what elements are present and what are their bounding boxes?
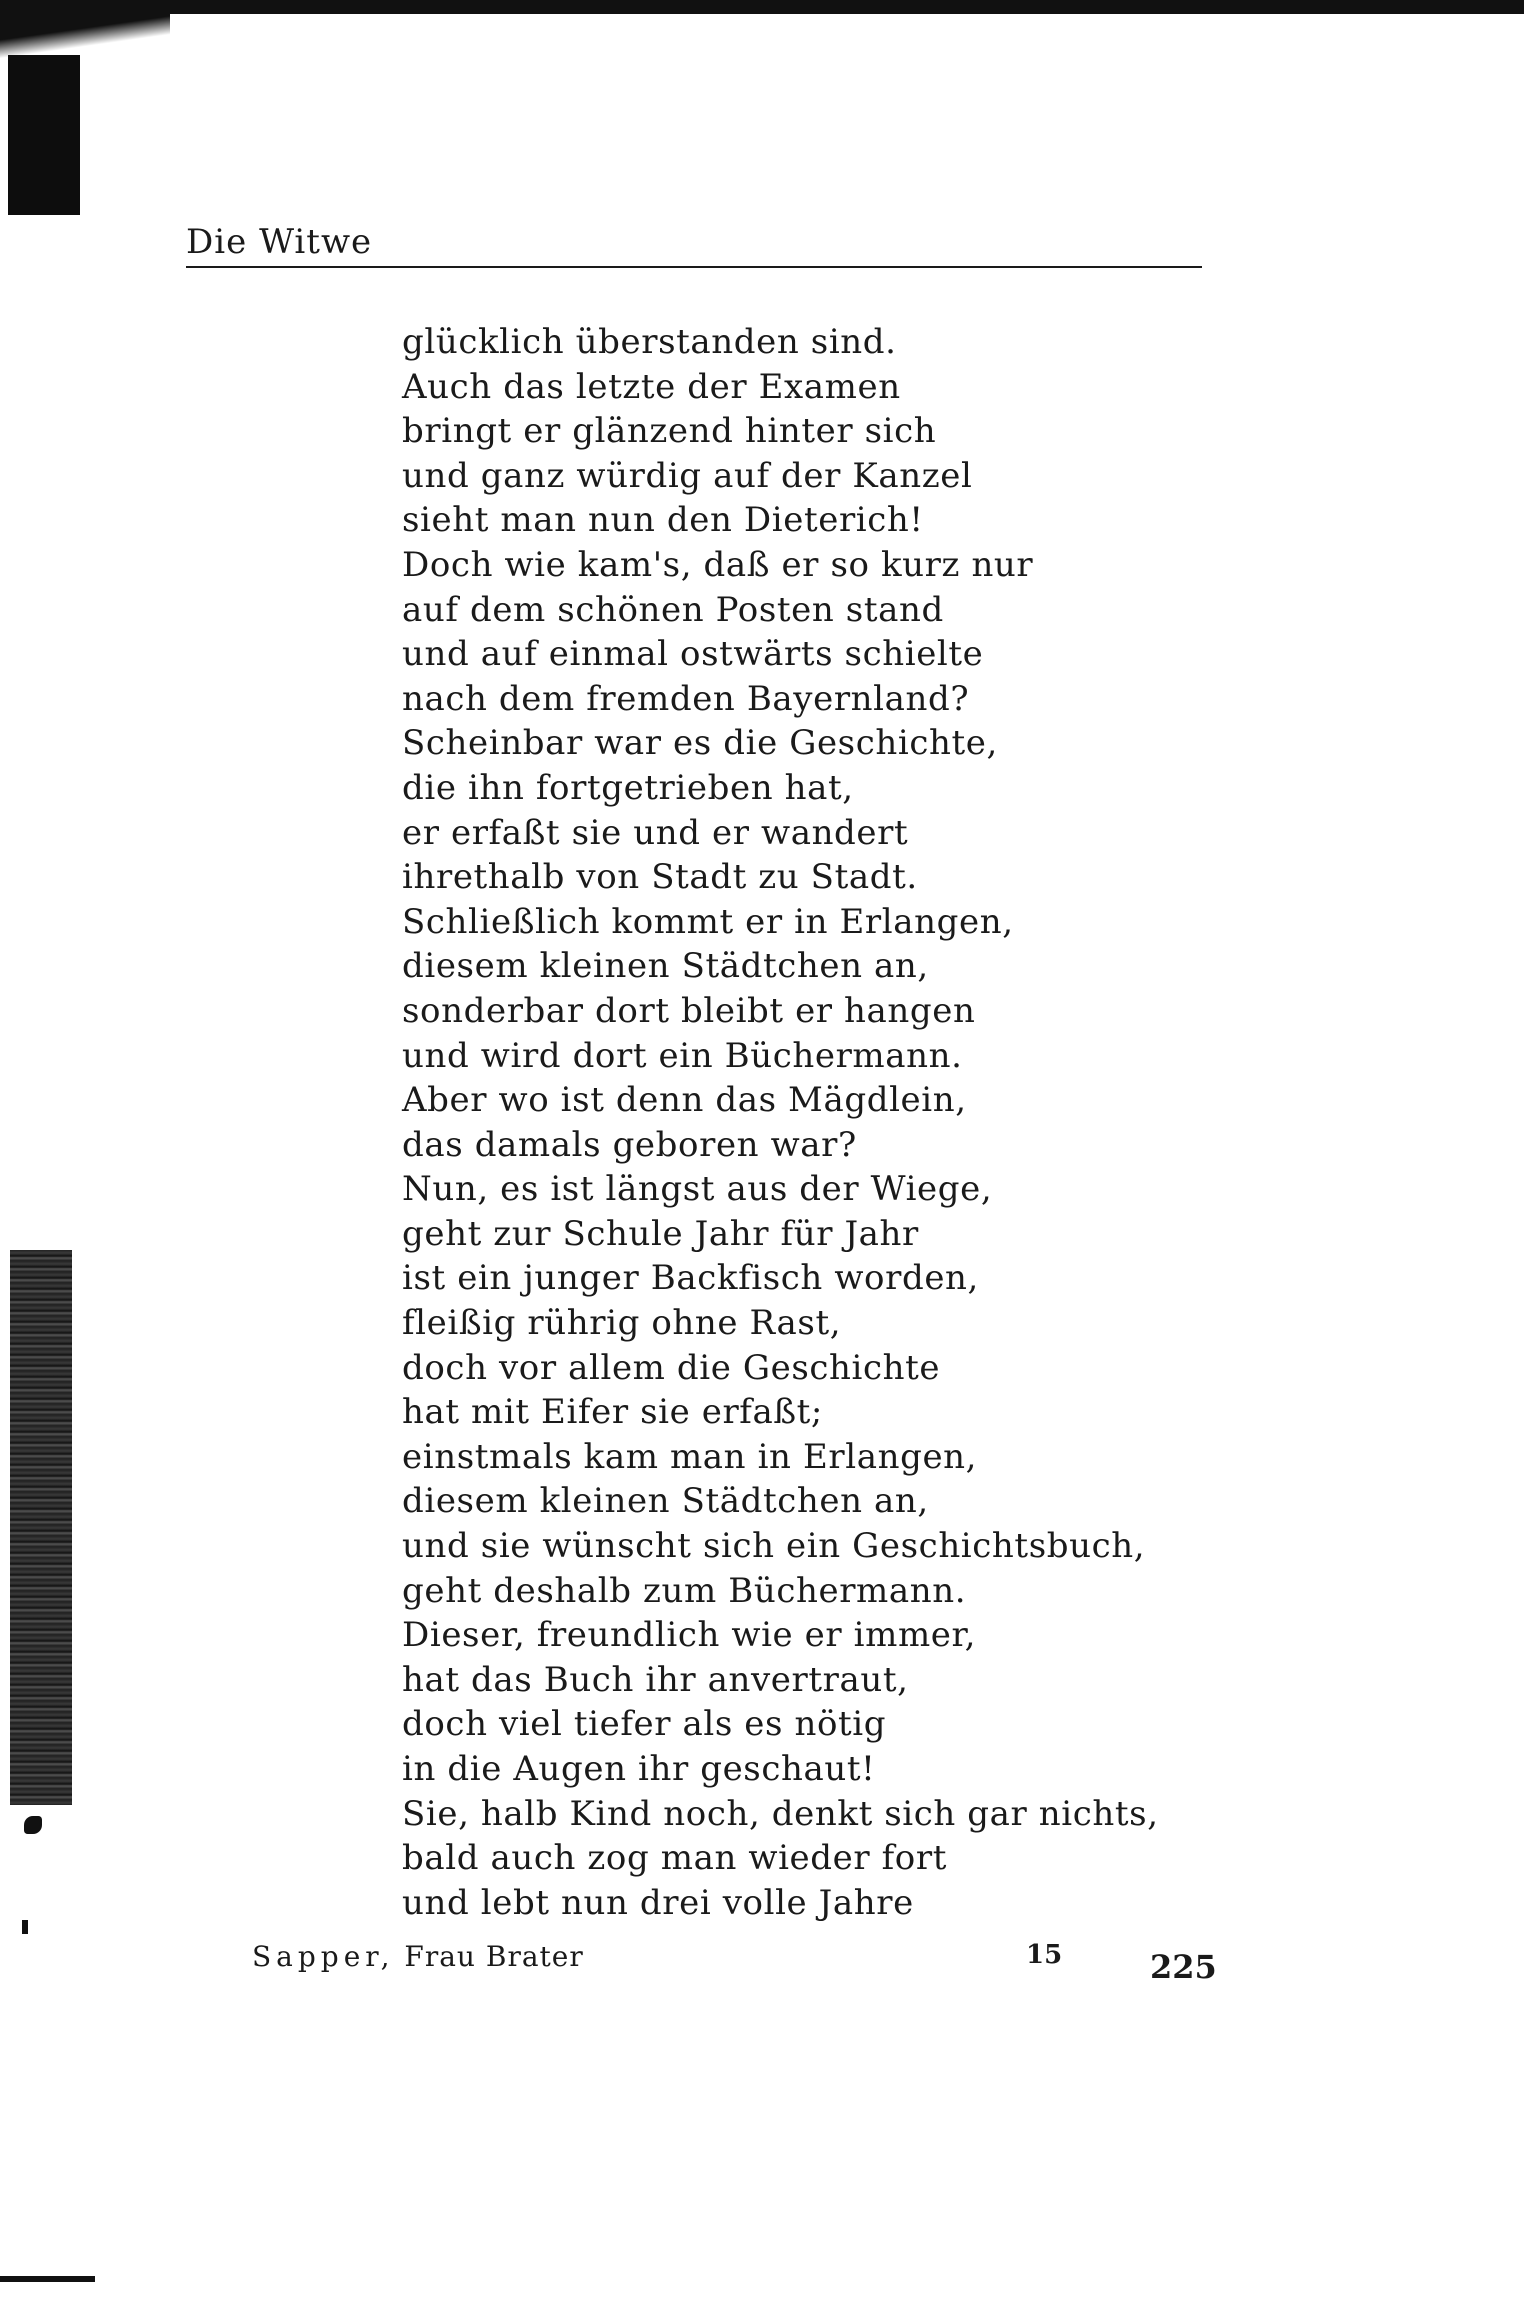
poem-line: ihrethalb von Stadt zu Stadt. (402, 857, 918, 898)
scan-speck (22, 1920, 28, 1934)
footer-citation (252, 1940, 584, 1973)
poem-line: in die Augen ihr geschaut! (402, 1749, 876, 1789)
poem-line: hat mit Eifer sie erfaßt; (402, 1392, 823, 1433)
poem-line: einstmals kam man in Erlangen, (402, 1436, 978, 1477)
poem-line: doch viel tiefer als es nötig (402, 1704, 887, 1745)
poem-line: doch vor allem die Geschichte (402, 1347, 941, 1388)
footer-author: Sapper, (252, 1940, 395, 1973)
poem-line: auf dem schönen Posten stand (402, 589, 944, 630)
scan-edge-mark (0, 2276, 95, 2282)
footer-book-title: Frau Brater (404, 1940, 584, 1973)
poem-line: und lebt nun drei volle Jahre (402, 1882, 914, 1923)
scan-binding-strip (10, 1250, 72, 1805)
running-title: Die Witwe (186, 222, 373, 262)
poem-line: fleißig rührig ohne Rast, (402, 1303, 842, 1344)
poem-line: nach dem fremden Bayernland? (402, 678, 970, 719)
poem-line: geht zur Schule Jahr für Jahr (402, 1213, 919, 1254)
scan-speck (24, 1816, 42, 1834)
poem-line: Aber wo ist denn das Mägdlein, (402, 1080, 967, 1121)
scan-binding-mark (8, 55, 80, 215)
poem-line: er erfaßt sie und er wandert (402, 812, 909, 853)
poem-line: Scheinbar war es die Geschichte, (402, 723, 998, 764)
poem-line: und ganz würdig auf der Kanzel (402, 455, 973, 496)
poem-line: Nun, es ist längst aus der Wiege, (402, 1169, 993, 1210)
poem-line: und auf einmal ostwärts schielte (402, 634, 984, 675)
poem-text (402, 320, 1159, 1925)
poem-line: die ihn fortgetrieben hat, (402, 767, 854, 808)
poem-line: Doch wie kam's, daß er so kurz nur (402, 544, 1034, 585)
signature-mark: 15 (1026, 1940, 1063, 1970)
poem-line: sieht man nun den Dieterich! (402, 500, 924, 541)
poem-line: Dieser, freundlich wie er immer, (402, 1615, 977, 1656)
poem-line: bald auch zog man wieder fort (402, 1838, 947, 1879)
poem-line: Auch das letzte der Examen (402, 366, 901, 407)
header-rule (186, 266, 1202, 268)
poem-line: und wird dort ein Büchermann. (402, 1035, 963, 1076)
poem-line: diesem kleinen Städtchen an, (402, 1481, 929, 1522)
poem-line: diesem kleinen Städtchen an, (402, 946, 929, 987)
poem-line: Sie, halb Kind noch, denkt sich gar nichts, (402, 1793, 1159, 1834)
poem-line: hat das Buch ihr anvertraut, (402, 1659, 909, 1700)
poem-line: glücklich überstanden sind. (402, 322, 897, 362)
poem-line: das damals geboren war? (402, 1124, 857, 1165)
scan-border-top (0, 0, 1524, 14)
poem-line: bringt er glänzend hinter sich (402, 411, 937, 452)
poem-line: geht deshalb zum Büchermann. (402, 1570, 967, 1611)
poem-line: und sie wünscht sich ein Geschichtsbuch, (402, 1526, 1146, 1567)
poem-line: ist ein junger Backfisch worden, (402, 1258, 979, 1299)
poem-line: Schließlich kommt er in Erlangen, (402, 901, 1014, 942)
poem-line: sonderbar dort bleibt er hangen (402, 990, 976, 1031)
page-number: 225 (1150, 1948, 1217, 1986)
